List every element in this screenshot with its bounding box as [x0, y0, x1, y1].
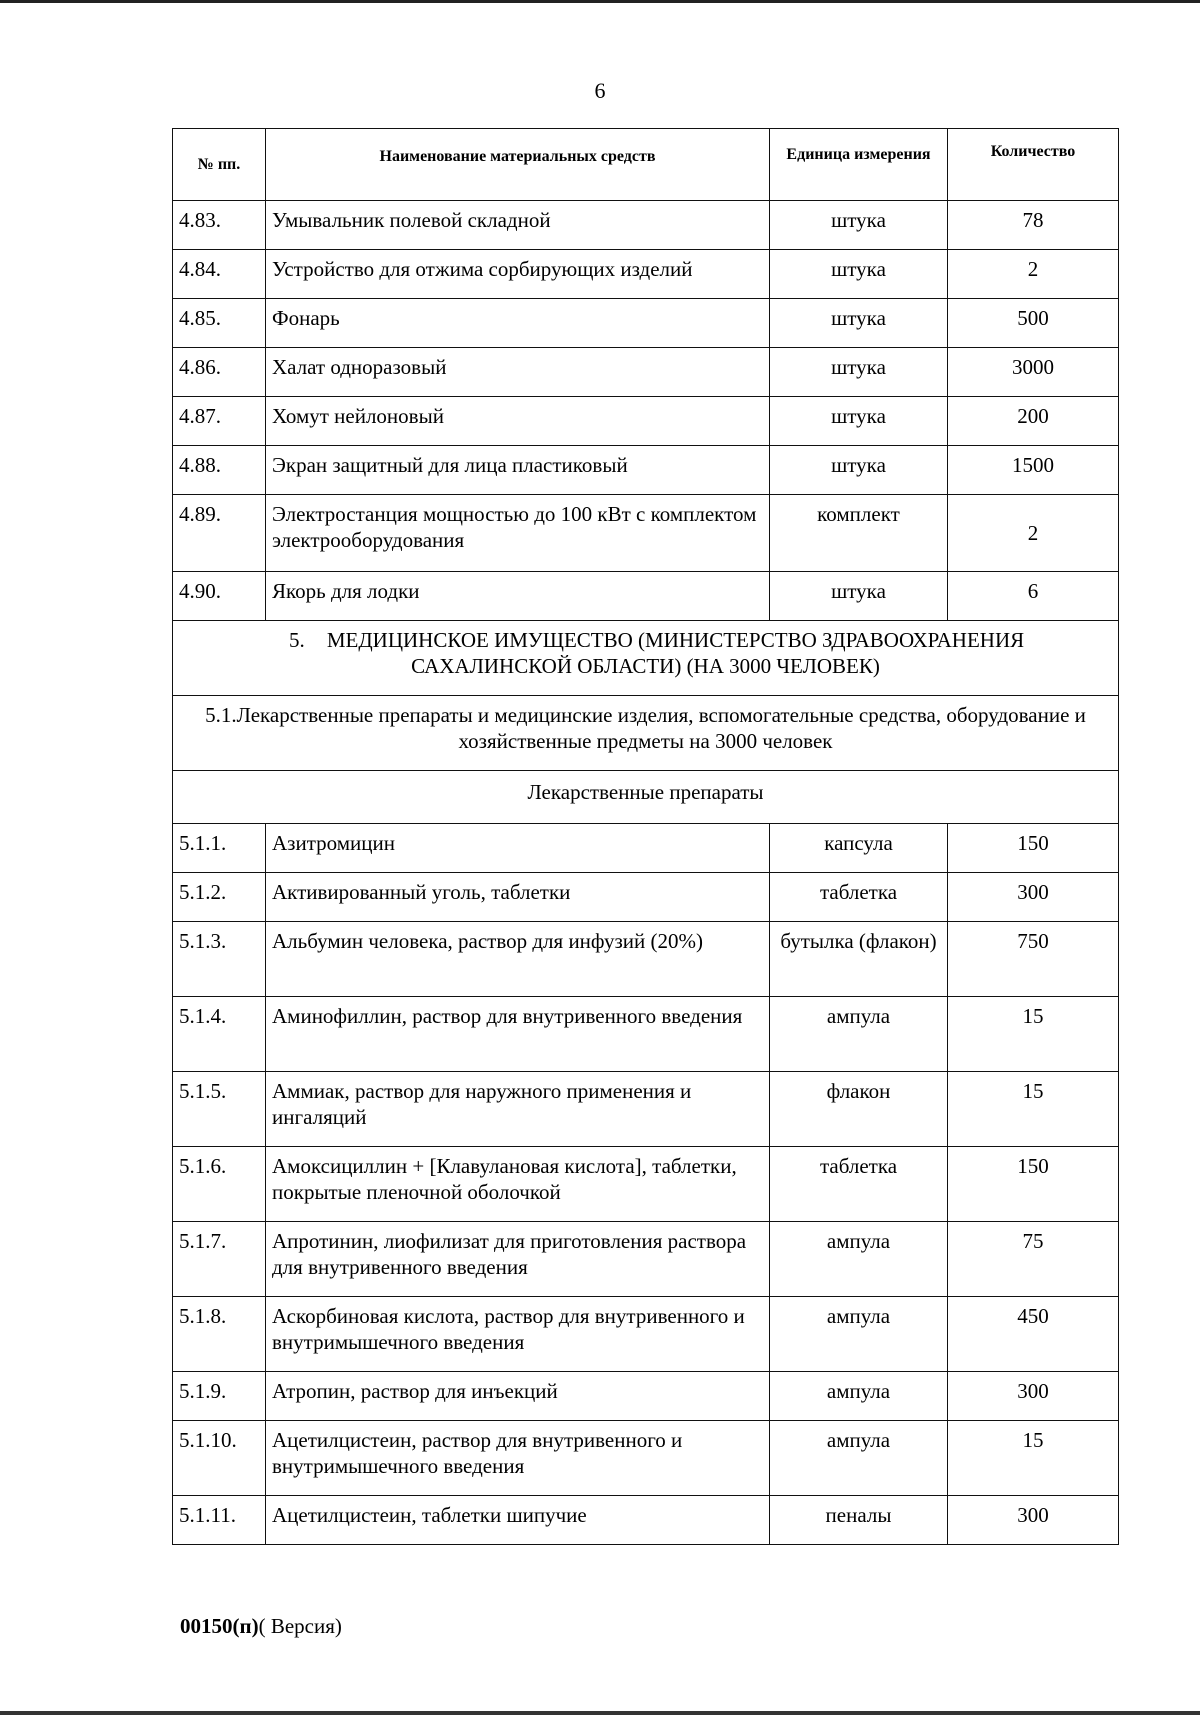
- row-name: Устройство для отжима сорбирующих изделий: [266, 250, 770, 299]
- row-name: Халат одноразовый: [266, 348, 770, 397]
- row-qty: 15: [948, 1072, 1119, 1147]
- row-qty: 300: [948, 1496, 1119, 1545]
- row-qty: 1500: [948, 446, 1119, 495]
- row-num: 4.90.: [173, 572, 266, 621]
- row-name: Ацетилцистеин, таблетки шипучие: [266, 1496, 770, 1545]
- row-unit: ампула: [770, 997, 948, 1072]
- row-num: 4.83.: [173, 201, 266, 250]
- footer-code: 00150(п): [180, 1614, 259, 1638]
- table-row: [173, 201, 1119, 250]
- row-qty: 450: [948, 1297, 1119, 1372]
- row-unit: капсула: [770, 824, 948, 873]
- row-qty: 6: [948, 572, 1119, 621]
- document-footer: [180, 1614, 342, 1639]
- row-unit: штука: [770, 250, 948, 299]
- row-name: Амоксициллин + [Клавулановая кислота], таблетки, покрытые пленочной оболочкой: [266, 1147, 770, 1222]
- section-cell: [173, 621, 1119, 696]
- row-qty: 150: [948, 824, 1119, 873]
- table-header-row: [173, 129, 1119, 201]
- row-qty: 2: [948, 250, 1119, 299]
- row-name: Электростанция мощностью до 100 кВт с комплектом электрооборудования: [266, 495, 770, 572]
- row-unit: комплект: [770, 495, 948, 572]
- row-qty: 300: [948, 873, 1119, 922]
- row-unit: ампула: [770, 1421, 948, 1496]
- row-name: Якорь для лодки: [266, 572, 770, 621]
- row-num: 5.1.4.: [173, 997, 266, 1072]
- row-name: Ацетилцистеин, раствор для внутривенного и внутримышечного введения: [266, 1421, 770, 1496]
- materials-table: [172, 128, 1119, 1545]
- row-num: 5.1.11.: [173, 1496, 266, 1545]
- row-num: 5.1.8.: [173, 1297, 266, 1372]
- table-row: [173, 997, 1119, 1072]
- row-unit: штука: [770, 572, 948, 621]
- row-num: 5.1.1.: [173, 824, 266, 873]
- row-unit: ампула: [770, 1222, 948, 1297]
- row-unit: бутылка (флакон): [770, 922, 948, 997]
- row-qty: 200: [948, 397, 1119, 446]
- row-name: Аммиак, раствор для наружного применения и ингаляций: [266, 1072, 770, 1147]
- row-name: Фонарь: [266, 299, 770, 348]
- row-name: Альбумин человека, раствор для инфузий (20%): [266, 922, 770, 997]
- row-name: Хомут нейлоновый: [266, 397, 770, 446]
- row-name: Умывальник полевой складной: [266, 201, 770, 250]
- row-unit: ампула: [770, 1297, 948, 1372]
- table-row: [173, 1072, 1119, 1147]
- row-qty: 150: [948, 1147, 1119, 1222]
- row-name: Азитромицин: [266, 824, 770, 873]
- row-num: 4.85.: [173, 299, 266, 348]
- row-unit: таблетка: [770, 1147, 948, 1222]
- table-row: [173, 397, 1119, 446]
- table-row: [173, 1222, 1119, 1297]
- table-row: [173, 1496, 1119, 1545]
- row-qty: 15: [948, 997, 1119, 1072]
- row-name: Экран защитный для лица пластиковый: [266, 446, 770, 495]
- row-qty: 3000: [948, 348, 1119, 397]
- row-num: 5.1.7.: [173, 1222, 266, 1297]
- table-row: [173, 495, 1119, 572]
- table-row: [173, 446, 1119, 495]
- row-name: Аскорбиновая кислота, раствор для внутривенного и внутримышечного введения: [266, 1297, 770, 1372]
- row-qty: 78: [948, 201, 1119, 250]
- table-row: [173, 1297, 1119, 1372]
- table-row: [173, 873, 1119, 922]
- page-number: 6: [594, 78, 606, 103]
- section-row: [173, 621, 1119, 696]
- row-unit: штука: [770, 299, 948, 348]
- row-name: Атропин, раствор для инъекций: [266, 1372, 770, 1421]
- row-qty: 750: [948, 922, 1119, 997]
- table-row: [173, 348, 1119, 397]
- row-num: 5.1.9.: [173, 1372, 266, 1421]
- header-name: Наименование материальных средств: [266, 129, 770, 201]
- row-num: 5.1.5.: [173, 1072, 266, 1147]
- row-num: 5.1.2.: [173, 873, 266, 922]
- row-num: 4.86.: [173, 348, 266, 397]
- row-qty: 75: [948, 1222, 1119, 1297]
- row-unit: штука: [770, 348, 948, 397]
- row-num: 4.89.: [173, 495, 266, 572]
- row-name: Активированный уголь, таблетки: [266, 873, 770, 922]
- subsection-cell: [173, 696, 1119, 771]
- table-row: [173, 299, 1119, 348]
- row-num: 5.1.6.: [173, 1147, 266, 1222]
- row-qty: 15: [948, 1421, 1119, 1496]
- row-name: Апротинин, лиофилизат для приготовления раствора для внутривенного введения: [266, 1222, 770, 1297]
- table-row: [173, 1147, 1119, 1222]
- row-num: 5.1.3.: [173, 922, 266, 997]
- bottom-scan-border: [0, 1711, 1200, 1715]
- subsection-number: 5.1.: [205, 703, 237, 727]
- row-unit: таблетка: [770, 873, 948, 922]
- subsection-title: Лекарственные препараты и медицинские изделия, вспомогательные средства, оборудование и хозяйственные предметы на 3000 человек: [236, 703, 1086, 753]
- table-row: [173, 250, 1119, 299]
- row-unit: флакон: [770, 1072, 948, 1147]
- row-qty: 300: [948, 1372, 1119, 1421]
- row-num: 4.84.: [173, 250, 266, 299]
- row-qty: 2: [948, 495, 1119, 572]
- section-title: МЕДИЦИНСКОЕ ИМУЩЕСТВО (МИНИСТЕРСТВО ЗДРАВООХРАНЕНИЯ САХАЛИНСКОЙ ОБЛАСТИ) (НА 3000 ЧЕЛОВЕК): [326, 628, 1025, 678]
- table-row: [173, 1372, 1119, 1421]
- header-qty: Количество: [948, 129, 1119, 201]
- table-row: [173, 572, 1119, 621]
- row-unit: штука: [770, 201, 948, 250]
- row-name: Аминофиллин, раствор для внутривенного введения: [266, 997, 770, 1072]
- row-num: 5.1.10.: [173, 1421, 266, 1496]
- subsection-row: [173, 696, 1119, 771]
- row-unit: пеналы: [770, 1496, 948, 1545]
- row-unit: ампула: [770, 1372, 948, 1421]
- section-number: 5.: [288, 628, 305, 652]
- group-title: Лекарственные препараты: [173, 771, 1119, 824]
- row-unit: штука: [770, 397, 948, 446]
- group-row: [173, 771, 1119, 824]
- row-unit: штука: [770, 446, 948, 495]
- footer-version: ( Версия): [258, 1614, 342, 1638]
- table-row: [173, 922, 1119, 997]
- header-unit: Единица измерения: [770, 129, 948, 201]
- row-qty: 500: [948, 299, 1119, 348]
- row-num: 4.88.: [173, 446, 266, 495]
- table-row: [173, 1421, 1119, 1496]
- row-num: 4.87.: [173, 397, 266, 446]
- top-scan-border: [0, 0, 1200, 3]
- header-num: № пп.: [173, 129, 266, 201]
- table-row: [173, 824, 1119, 873]
